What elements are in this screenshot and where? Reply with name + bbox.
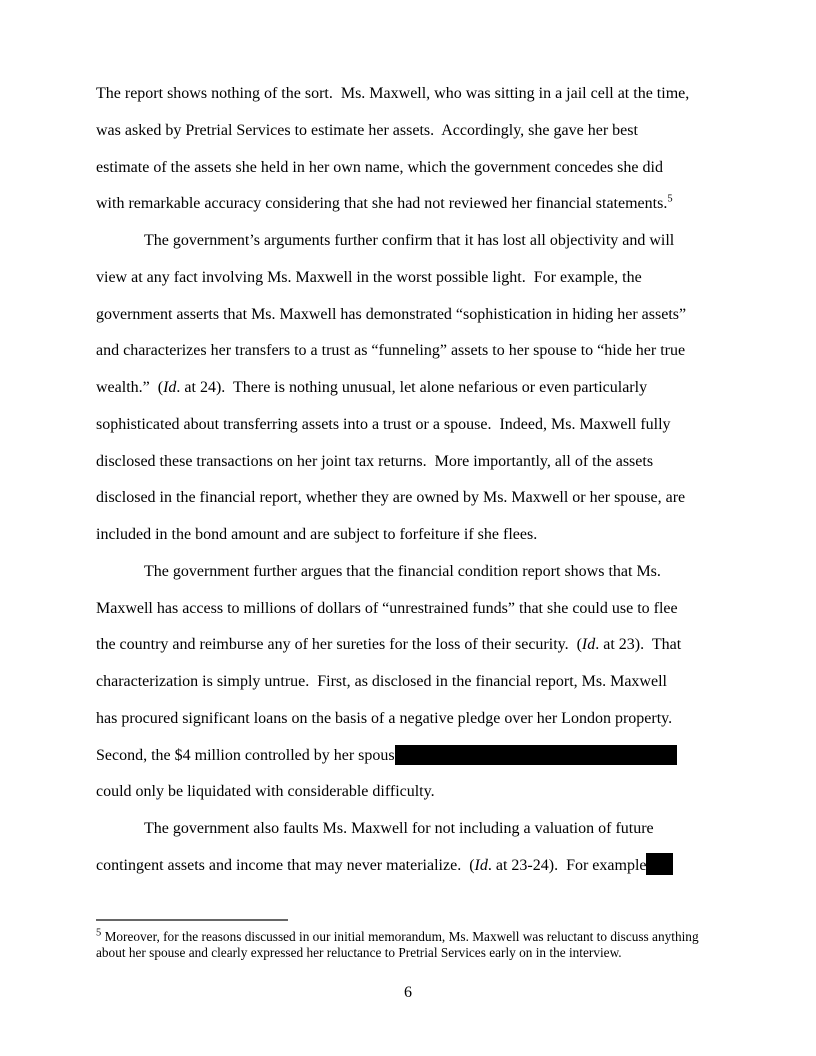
page-number: 6 [404,984,412,1001]
text-run: The government further argues that the financial condition report shows that Ms. [144,562,661,580]
paragraph [96,76,724,223]
italic-citation: Id [474,856,488,874]
document-body [96,76,724,885]
text-run: . at 23-24). For example [487,856,647,874]
text-line [96,774,724,811]
text-run: The report shows nothing of the sort. Ms. Maxwell, who was sitting in a jail cell at the time, [96,85,690,102]
text-line [96,333,724,370]
text-run: . at 23). That [595,636,682,654]
text-run: wealth.” ( [96,379,164,396]
text-line [96,848,724,885]
text-run: contingent assets and income that may never materialize. ( [96,856,475,874]
footnote-line [96,929,724,945]
paragraph [96,554,724,811]
text-run: Second, the $4 million controlled by her spous [96,746,395,764]
text-line [96,186,724,223]
text-line [96,223,724,260]
italic-citation: Id [581,636,596,654]
text-line [96,260,724,297]
footnote-line [96,945,724,961]
text-run: and characterizes her transfers to a trust as “funneling” assets to her spouse to “hide her true [96,342,686,360]
text-run: characterization is simply untrue. First, as disclosed in the financial report, Ms. Maxwell [96,673,667,690]
text-run: disclosed these transactions on her joint tax returns. More importantly, all of the assets [96,452,654,470]
text-line [96,444,724,481]
footnote-separator [96,919,288,921]
italic-citation: Id [163,379,177,396]
text-run: sophisticated about transferring assets into a trust or a spouse. Indeed, Ms. Maxwell fully [96,415,671,433]
text-line [96,517,724,554]
footnote-reference: 5 [96,927,102,939]
text-line [96,738,724,775]
text-line [96,701,724,738]
text-line [96,297,724,334]
text-run: was asked by Pretrial Services to estimate her assets. Accordingly, she gave her best [96,121,638,139]
redaction-bar [395,745,677,765]
paragraph [96,223,724,554]
text-line [96,480,724,517]
text-run: included in the bond amount and are subject to forfeiture if she flees. [96,526,538,543]
text-run: has procured significant loans on the basis of a negative pledge over her London property. [96,709,673,727]
text-line [96,627,724,664]
text-run: with remarkable accuracy considering that she had not reviewed her financial statements. [96,195,668,213]
text-line [96,591,724,628]
footnote-reference: 5 [667,193,673,205]
paragraph [96,811,724,885]
text-run: could only be liquidated with considerable difficulty. [96,783,435,801]
redaction-bar [646,853,673,875]
text-run: Maxwell has access to millions of dollars of “unrestrained funds” that she could use to flee [96,599,678,617]
text-run: . at 24). There is nothing unusual, let alone nefarious or even particularly [176,379,648,396]
text-line [96,811,724,848]
text-run: The government’s arguments further confirm that it has lost all objectivity and will [144,232,675,249]
text-run: Moreover, for the reasons discussed in our initial memorandum, Ms. Maxwell was reluctant to discuss anything [101,929,699,944]
text-run: estimate of the assets she held in her own name, which the government concedes she did [96,158,663,176]
text-run: government asserts that Ms. Maxwell has demonstrated “sophistication in hiding her assets” [96,305,687,323]
text-line [96,554,724,591]
text-line [96,407,724,444]
text-line [96,664,724,701]
text-line [96,370,724,407]
text-line [96,113,724,150]
text-run: view at any fact involving Ms. Maxwell in the worst possible light. For example, the [96,268,642,286]
text-run: disclosed in the financial report, whether they are owned by Ms. Maxwell or her spouse, are [96,489,686,507]
text-run: The government also faults Ms. Maxwell for not including a valuation of future [144,820,654,837]
text-run: the country and reimburse any of her sureties for the loss of their security. ( [96,636,582,654]
footnote-text [96,929,724,961]
text-line [96,76,724,113]
text-line [96,150,724,187]
text-run: about her spouse and clearly expressed her reluctance to Pretrial Services early on in the interview. [96,944,622,960]
